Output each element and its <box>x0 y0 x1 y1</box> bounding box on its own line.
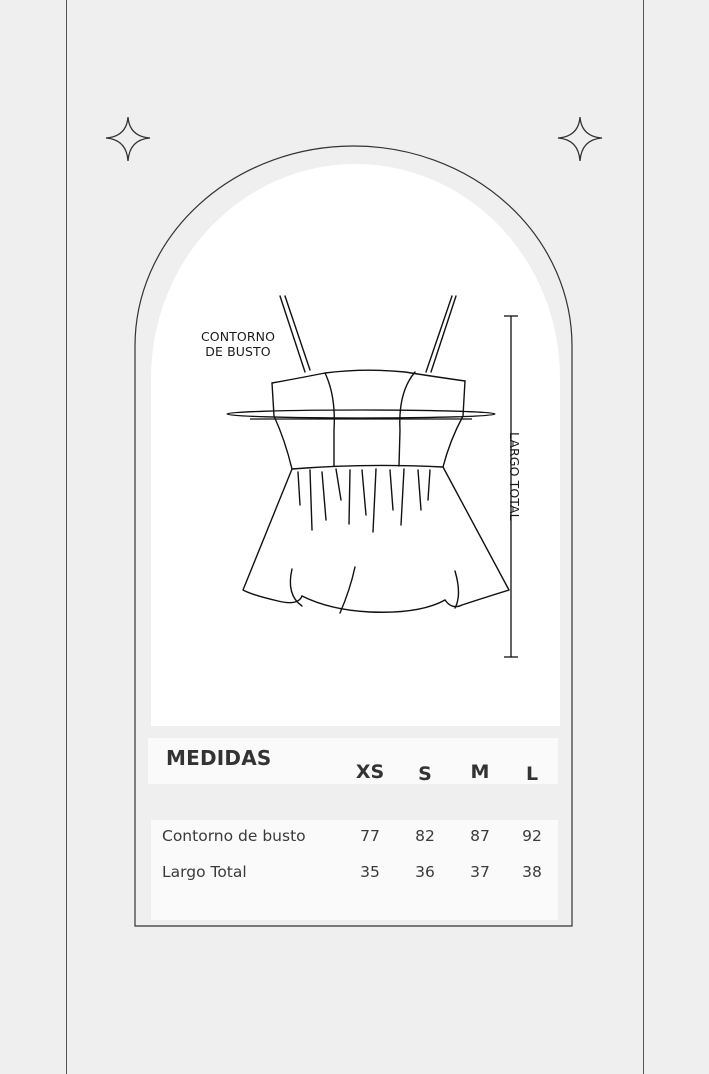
bust-label-line1: CONTORNO <box>200 329 276 344</box>
cell-bust-l: 92 <box>522 827 542 845</box>
row-label-bust: Contorno de busto <box>162 827 306 845</box>
bust-label-line2: DE BUSTO <box>205 344 271 359</box>
size-m-header: M <box>470 761 490 783</box>
size-s-header: S <box>418 763 432 785</box>
cell-bust-xs: 77 <box>360 827 380 845</box>
bust-label <box>186 329 290 359</box>
row-label-length: Largo Total <box>162 863 247 881</box>
cell-length-l: 38 <box>522 863 542 881</box>
cell-length-s: 36 <box>415 863 435 881</box>
cell-bust-s: 82 <box>415 827 435 845</box>
size-xs-header: XS <box>355 761 385 783</box>
arch-inner-panel <box>151 164 560 726</box>
length-label: LARGO TOTAL <box>507 432 522 521</box>
sparkle-icon-right <box>558 117 602 161</box>
cell-bust-m: 87 <box>470 827 490 845</box>
measurements-title: MEDIDAS <box>166 746 272 770</box>
cell-length-xs: 35 <box>360 863 380 881</box>
sparkle-icon-left <box>106 117 150 161</box>
size-l-header: L <box>525 763 539 785</box>
cell-length-m: 37 <box>470 863 490 881</box>
